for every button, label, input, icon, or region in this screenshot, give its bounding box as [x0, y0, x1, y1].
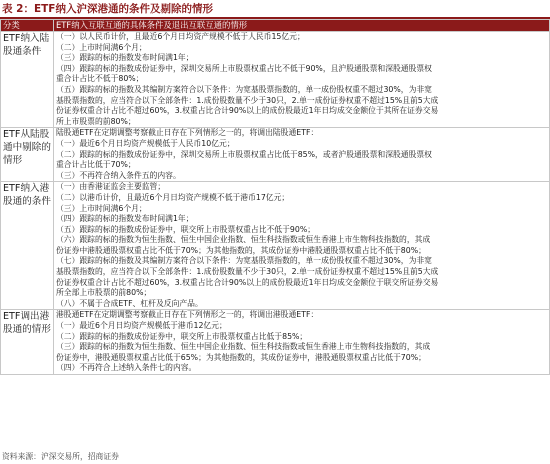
row-category [1, 182, 54, 310]
table-row [1, 310, 550, 375]
row-details [54, 182, 550, 310]
conditions-table [0, 19, 550, 375]
detail-line: （二）跟踪的标的指数成份证券中，联交所上市股票权重占比低于85%； [56, 331, 308, 341]
row-category [1, 310, 54, 375]
detail-line: （一）最近6个月日均资产规模低于港币12亿元； [56, 321, 227, 331]
detail-line: 份证券权重合计占比不超过60%，3.权重占比合计90%以上的成份股最近1年日均成交金额位于联交所证券交易 [56, 277, 439, 287]
detail-line: 份证券权重合计占比不超过60%，3.权重占比合计90%以上的成份股最近1年日均成交金额位于其所在证券交易 [56, 106, 439, 116]
detail-line: （六）跟踪的标的指数为恒生指数、恒生中国企业指数、恒生科技指数或恒生香港上市生物科技指数的，其成 [56, 235, 431, 245]
header-category: 分类 [1, 20, 54, 32]
detail-line: 所全部上市股票的前80%； [56, 288, 152, 298]
row-details [54, 32, 550, 128]
detail-line: （一）由香港证监会主要监管； [56, 182, 166, 192]
category-line: 股通的条件 [3, 196, 51, 208]
header-details: ETF纳入互联互通的具体条件及退出互联互通的情形 [54, 20, 550, 32]
table-title: 表 2：ETF纳入沪深港通的条件及剔除的情形 [2, 3, 213, 15]
category-line: ETF调出港 [3, 311, 50, 323]
table-row [1, 182, 550, 310]
source-note: 资料来源：沪深交易所，招商证券 [2, 452, 119, 461]
category-line: 股通的情形 [3, 324, 51, 336]
detail-line: （二）上市时间满6个月； [56, 42, 147, 52]
detail-line: （五）跟踪的标的指数及其编制方案符合以下条件：为宽基股票指数的，单一成份股权重不超过30%，为非宽 [56, 84, 432, 94]
detail-line: 份证券中港股通股票权重占比不低于70%；为其他指数的，其成份证券中港股通股票权重占比不低于80%； [56, 245, 426, 255]
detail-line: 基股票指数的，应当符合以下全部条件：1.成份股数量不少于30只，2.单一成份证券权重不超过15%且前5大成 [56, 267, 439, 277]
detail-line: （八）不属于合成ETF、杠杆及反向产品。 [56, 298, 203, 308]
detail-line: （七）跟踪的标的指数及其编制方案符合以下条件：为宽基股票指数的，单一成份股权重不超过30%，为非宽 [56, 256, 432, 266]
detail-line: （四）跟踪的标的指数成份证券中，深圳交易所上市股票权重占比不低于90%，且沪股通股票和深股通股票权 [56, 63, 432, 73]
table-row [1, 32, 550, 128]
detail-line: （一）以人民币计价，且最近6个月日均资产规模不低于人民币15亿元； [56, 32, 305, 41]
detail-line: 港股通ETF在定期调整考察截止日存在下列情形之一的，将调出港股通ETF： [56, 310, 319, 320]
row-details [54, 310, 550, 375]
detail-line: （二）跟踪的标的指数成份证券中，深圳交易所上市股票权重占比低于85%，或者沪股通股票和深股通股票权 [56, 149, 432, 159]
detail-line: （四）不再符合上述纳入条件七的内容。 [56, 363, 197, 373]
detail-line: （三）上市时间满6个月； [56, 203, 147, 213]
category-line: 通中剔除的 [3, 142, 51, 154]
detail-line: （三）跟踪的标的指数发布时间满1年； [56, 53, 194, 63]
detail-line: （五）跟踪的标的指数成份证券中，联交所上市股票权重占比不低于90%； [56, 224, 316, 234]
table-body [1, 32, 550, 375]
detail-line: 重合计占比低于70%； [56, 160, 136, 170]
row-category [1, 128, 54, 182]
detail-line: （三）不再符合纳入条件五的内容。 [56, 170, 181, 180]
detail-line: （二）以港币计价，且最近6个月日均资产规模不低于港币17亿元； [56, 192, 290, 202]
detail-line: 所上市股票的前80%； [56, 116, 136, 126]
category-line: ETF纳入陆 [3, 33, 50, 44]
category-line: ETF从陆股 [3, 129, 50, 141]
category-line: 股通条件 [3, 46, 42, 57]
detail-line: 重合计占比不低于80%； [56, 74, 144, 84]
detail-line: （三）跟踪的标的指数为恒生指数、恒生中国企业指数、恒生科技指数或恒生香港上市生物科技指数的，其成 [56, 342, 431, 352]
category-line: 情形 [3, 155, 23, 167]
detail-line: （一）最近6个月日均资产规模低于人民币10亿元； [56, 138, 235, 148]
detail-line: 基股票指数的，应当符合以下全部条件：1.成份股数量不少于30只，2.单一成份证券权重不超过15%且前5大成 [56, 95, 439, 105]
detail-line: 陆股通ETF在定期调整考察截止日存在下列情形之一的，将调出陆股通ETF： [56, 128, 319, 138]
detail-line: 份证券中，港股通股票权重占比低于65%；为其他指数的，其成份证券中，港股通股票权重占比低于70%； [56, 352, 426, 362]
row-category [1, 32, 54, 128]
table-row [1, 128, 550, 182]
table-header-row [1, 20, 550, 32]
row-details [54, 128, 550, 182]
detail-line: （四）跟踪的标的指数发布时间满1年； [56, 214, 194, 224]
category-line: ETF纳入港 [3, 183, 50, 195]
